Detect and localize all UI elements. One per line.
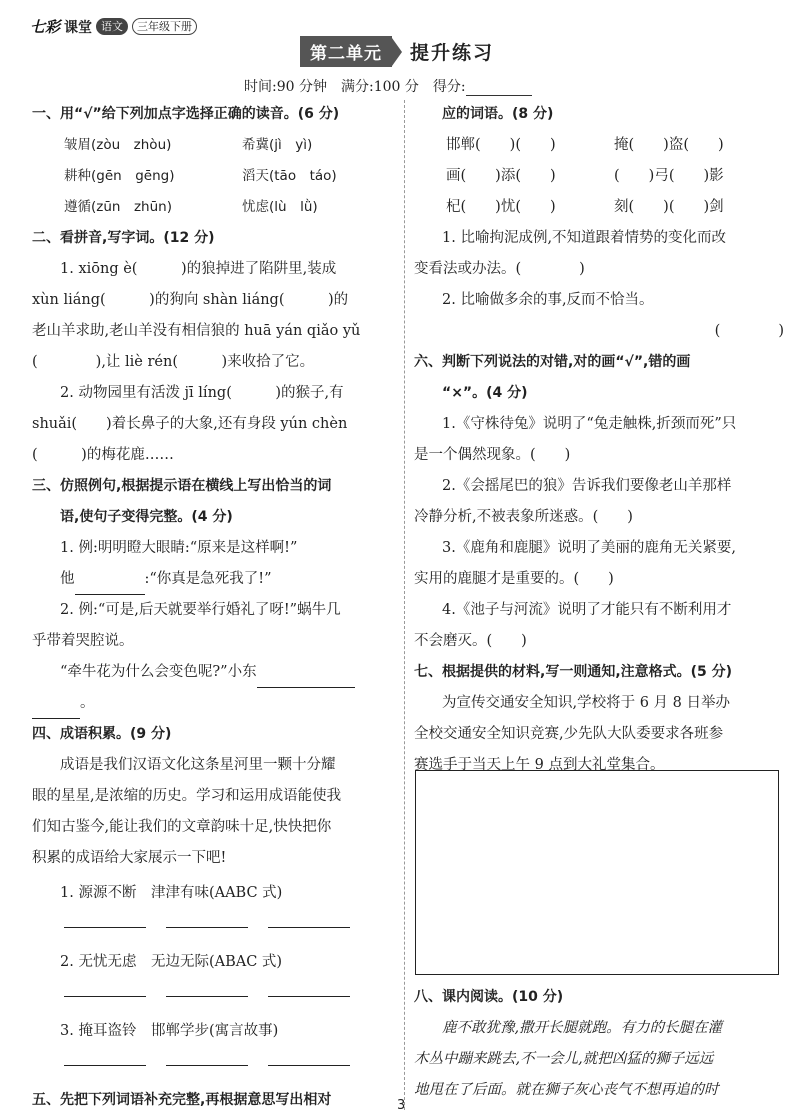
s2-line: ( ),让 liè rén( )来收拾了它。	[32, 354, 315, 370]
section-3-title: 三、仿照例句,根据提示语在横线上写出恰当的词	[32, 478, 332, 494]
s4-item: 2. 无忧无虑 无边无际(ABAC 式)	[60, 954, 283, 970]
s1-item: 皱眉(zòu zhòu)	[64, 137, 172, 153]
s2-line: ( )的梅花鹿……	[32, 447, 174, 463]
s5-item: 杞( )忧( )	[446, 199, 556, 215]
s4-para-line: 积累的成语给大家展示一下吧!	[32, 850, 227, 866]
answer-line[interactable]	[166, 1047, 248, 1066]
s6-line: 1.《守株待兔》说明了“兔走触株,折颈而死”只	[442, 416, 737, 432]
s2-line: 老山羊求助,老山羊没有相信狼的 huā yán qiǎo yǔ	[32, 323, 361, 339]
section-5-title-cont: 应的词语。(8 分)	[442, 106, 554, 122]
s3-prompt: “牵牛花为什么会变色呢?”小东	[60, 664, 257, 680]
answer-line[interactable]	[166, 978, 248, 997]
section-6-title-cont: “×”。(4 分)	[442, 385, 528, 401]
s5-item: 掩( )盗( )	[614, 137, 724, 153]
left-column	[32, 99, 400, 1116]
answer-line[interactable]	[268, 909, 350, 928]
s3-subject: 他	[60, 571, 75, 587]
s2-line: 1. xiōng è( )的狼掉进了陷阱里,装成	[60, 261, 337, 277]
s3-example-2-cont: 乎带着哭腔说。	[32, 633, 134, 649]
answer-line[interactable]	[268, 978, 350, 997]
s4-answer-lines	[32, 1047, 400, 1085]
s4-para-line: 们知古鉴今,能让我们的文章韵味十足,快快把你	[32, 819, 332, 835]
unit-label: 第二单元	[300, 36, 392, 67]
page-number: 3	[397, 1098, 406, 1113]
s4-answer-lines	[32, 978, 400, 1016]
section-5-title: 五、先把下列词语补充完整,再根据意思写出相对	[32, 1092, 332, 1108]
s8-para-line: 木丛中蹦来跳去,不一会儿,就把凶猛的狮子远远	[414, 1051, 714, 1067]
s1-item: 忧虑(lù lǜ)	[242, 199, 318, 215]
brand-header	[30, 16, 197, 37]
section-5-rows	[414, 130, 784, 223]
section-1-title: 一、用“√”给下列加点字选择正确的读音。(6 分)	[32, 106, 340, 122]
s6-line: 不会磨灭。( )	[414, 633, 527, 649]
s7-para-line: 赛选手于当天上午 9 点到大礼堂集合。	[414, 757, 665, 773]
s3-example-1: 1. 例:明明瞪大眼睛:“原来是这样啊!”	[60, 540, 298, 556]
s1-item: 耕种(gēn gēng)	[64, 168, 175, 184]
s3-answer-line-2[interactable]	[257, 669, 355, 688]
answer-line[interactable]	[64, 1047, 146, 1066]
s3-period: 。	[80, 695, 95, 711]
answer-line[interactable]	[166, 909, 248, 928]
s5-item: 画( )添( )	[446, 168, 556, 184]
s1-item: 遵循(zūn zhūn)	[64, 199, 172, 215]
s4-answer-lines	[32, 909, 400, 947]
s1-item: 滔天(tāo táo)	[242, 168, 337, 184]
s6-line: 冷静分析,不被表象所迷惑。( )	[414, 509, 633, 525]
notice-writing-box[interactable]	[415, 770, 779, 975]
s4-para-line: 成语是我们汉语文化这条星河里一颗十分耀	[60, 757, 336, 773]
s5-answer: ( )	[714, 323, 784, 339]
s6-line: 4.《池子与河流》说明了才能只有不断利用才	[442, 602, 732, 618]
section-4-title: 四、成语积累。(9 分)	[32, 726, 172, 742]
subject-tag: 语文	[96, 18, 128, 35]
title-text: 提升练习	[410, 42, 495, 64]
s5-item: 刻( )( )剑	[614, 199, 724, 215]
right-column	[414, 99, 784, 781]
brand-logo: 七彩	[30, 18, 61, 36]
column-divider	[404, 100, 405, 1110]
s5-item: ( )弓( )影	[614, 168, 724, 184]
section-7-title: 七、根据提供的材料,写一则通知,注意格式。(5 分)	[414, 664, 733, 680]
s2-line: 2. 动物园里有活泼 jī líng( )的猴子,有	[60, 385, 344, 401]
s6-line: 2.《会摇尾巴的狼》告诉我们要像老山羊那样	[442, 478, 732, 494]
right-column-bottom	[414, 982, 784, 1106]
section-3-title-cont: 语,使句子变得完整。(4 分)	[60, 509, 233, 525]
score-blank[interactable]	[466, 81, 532, 96]
grade-tag: 三年级下册	[132, 18, 197, 35]
answer-line[interactable]	[64, 978, 146, 997]
s2-line: xùn liáng( )的狗向 shàn liáng( )的	[32, 292, 349, 308]
meta-text: 时间:90 分钟 满分:100 分 得分:	[244, 79, 466, 95]
s6-line: 实用的鹿腿才是重要的。( )	[414, 571, 614, 587]
brand-name: 课堂	[64, 19, 93, 36]
s4-para-line: 眼的星星,是浓缩的历史。学习和运用成语能使我	[32, 788, 342, 804]
s7-para-line: 为宣传交通安全知识,学校将于 6 月 8 日举办	[442, 695, 730, 711]
s5-item: 邯郸( )( )	[446, 137, 556, 153]
s3-answer-line-1[interactable]	[75, 576, 145, 595]
answer-line[interactable]	[268, 1047, 350, 1066]
s3-quote: :“你真是急死我了!”	[144, 571, 272, 587]
s1-item: 希冀(jì yì)	[242, 137, 313, 153]
exam-meta	[244, 76, 532, 96]
s4-item: 1. 源源不断 津津有味(AABC 式)	[60, 885, 283, 901]
s6-line: 是一个偶然现象。( )	[414, 447, 571, 463]
s3-example-2: 2. 例:“可是,后天就要举行婚礼了呀!”蜗牛几	[60, 602, 341, 618]
s8-para-line: 地甩在了后面。就在狮子灰心丧气不想再追的时	[414, 1082, 719, 1098]
s5-question-cont: 变看法或办法。( )	[414, 261, 585, 277]
s4-item: 3. 掩耳盗铃 邯郸学步(寓言故事)	[60, 1023, 279, 1039]
s8-para-line: 鹿不敢犹豫,撒开长腿就跑。有力的长腿在灌	[442, 1020, 723, 1036]
s3-answer-line-3[interactable]	[32, 700, 80, 719]
section-1-rows	[32, 130, 400, 223]
answer-line[interactable]	[64, 909, 146, 928]
s5-question: 2. 比喻做多余的事,反而不恰当。	[442, 292, 654, 308]
section-2-title: 二、看拼音,写字词。(12 分)	[32, 230, 215, 246]
s2-line: shuǎi( )着长鼻子的大象,还有身段 yún chèn	[32, 416, 348, 432]
page-title	[300, 36, 494, 67]
s6-line: 3.《鹿角和鹿腿》说明了美丽的鹿角无关紧要,	[442, 540, 736, 556]
s7-para-line: 全校交通安全知识竞赛,少先队大队委要求各班参	[414, 726, 724, 742]
section-6-title: 六、判断下列说法的对错,对的画“√”,错的画	[414, 354, 691, 370]
section-8-title: 八、课内阅读。(10 分)	[414, 989, 564, 1005]
arrow-icon	[392, 38, 402, 66]
s5-question: 1. 比喻拘泥成例,不知道跟着情势的变化而改	[442, 230, 727, 246]
